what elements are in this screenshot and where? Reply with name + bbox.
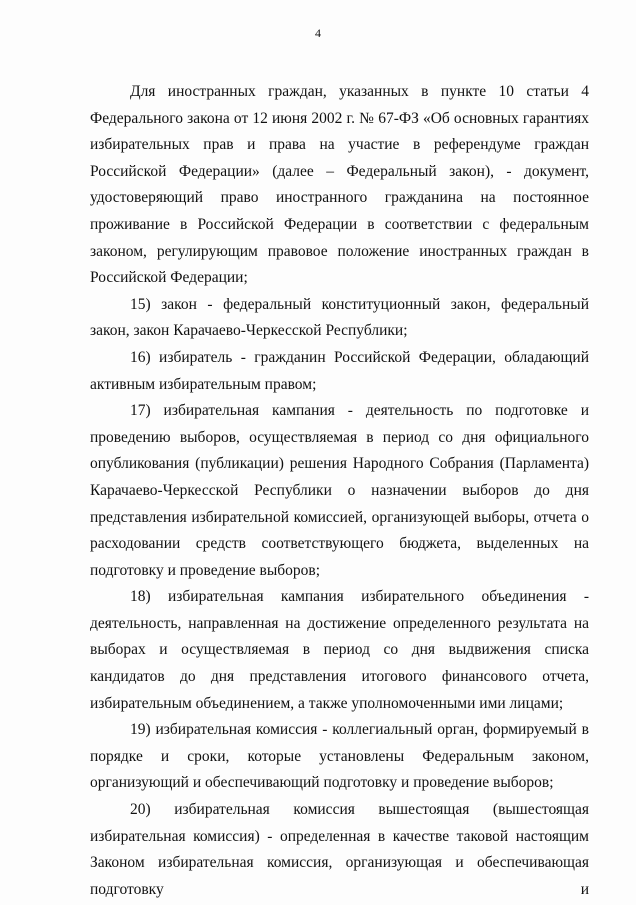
paragraph-16-voter: 16) избиратель - гражданин Российской Федерации, обладающий активным избирательным правом;: [90, 348, 589, 393]
paragraph-15-law: 15) закон - федеральный конституционный закон, федеральный закон, закон Карачаево-Черкесской Республики;: [90, 295, 589, 340]
document-body: [90, 79, 589, 903]
paragraph-foreign-citizens: Для иностранных граждан, указанных в пункте 10 статьи 4 Федерального закона от 12 июня 2002 г. № 67-ФЗ «Об основных гарантиях избирательных прав и права на участие в референдуме граждан Российской Федерации» (далее – Федеральный закон), - документ, удостоверяющий право иностранного гражданина на постоянное проживание в Российской Федерации в соответствии с федеральным законом, регулирующим правовое положение иностранных граждан в Российской Федерации;: [90, 83, 589, 287]
paragraph-17-election-campaign: 17) избирательная кампания - деятельность по подготовке и проведению выборов, осуществляемая в период со дня официального опубликования (публикации) решения Народного Собрания (Парламента) Карачаево-Черкесской Республики о назначении выборов до дня представления избирательной комиссией, организующей выборы, отчета о расходовании средств соответствующего бюджета, выделенных на подготовку и проведение выборов;: [90, 402, 589, 579]
paragraph-18-association-campaign: 18) избирательная кампания избирательного объединения - деятельность, направленная на достижение определенного результата на выборах и осуществляемая в период со дня выдвижения списка кандидатов до дня представления итогового финансового отчета, избирательным объединением, а также уполномоченными ими лицами;: [90, 588, 589, 712]
paragraph-19-election-commission: 19) избирательная комиссия - коллегиальный орган, формируемый в порядке и сроки, которые установлены Федеральным законом, организующий и обеспечивающий подготовку и проведение выборов;: [90, 721, 589, 792]
paragraph-20-higher-commission: 20) избирательная комиссия вышестоящая (вышестоящая избирательная комиссия) - определенная в качестве таковой настоящим Законом избирательная комиссия, организующая и обеспечивающая подготовку и: [90, 801, 589, 898]
page-number: 4: [315, 26, 321, 40]
